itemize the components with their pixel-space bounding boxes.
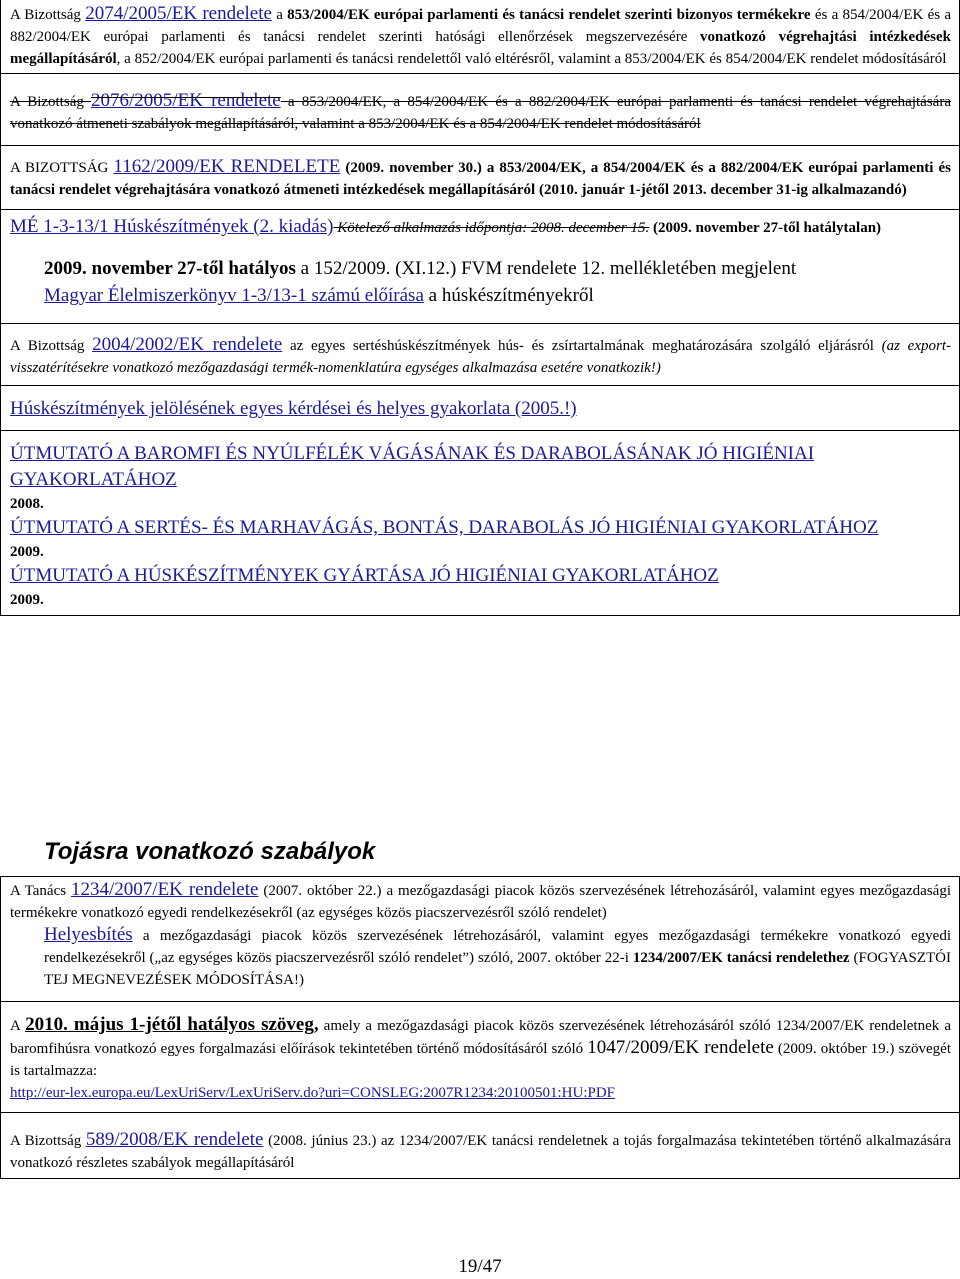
regulations-table-top — [0, 0, 960, 616]
link-me-1-3-13[interactable]: MÉ 1-3-13/1 Húskészítmények (2. kiadás) — [10, 216, 334, 237]
link-utmutato-baromfi[interactable]: ÚTMUTATÓ A BAROMFI ÉS NYÚLFÉLÉK VÁGÁSÁNAK ÉS DARABOLÁSÁNAK JÓ HIGIÉNIAI GYAKORLATÁHOZ — [10, 443, 815, 490]
entry-1162-2009: A BIZOTTSÁG 1162/2009/EK RENDELETE (2009. november 30.) a 853/2004/EK, a 854/2004/EK és a 882/2004/EK európai parlamenti és tanácsi rendelet végrehajtására vonatkozó átmeneti intézkedések megállapításáról (2010. január 1-jétől 2013. december 31-ig alkalmazandó) — [1, 145, 959, 209]
regulations-table-bottom — [0, 876, 960, 1179]
link-mek-1-3-13-1[interactable]: Magyar Élelmiszerkönyv 1-3/13-1 számú előírása — [44, 285, 424, 306]
link-1234-2007[interactable]: 1234/2007/EK rendelete — [71, 879, 259, 900]
link-eur-lex-url[interactable]: http://eur-lex.europa.eu/LexUriServ/LexUriServ.do?uri=CONSLEG:2007R1234:20100501:HU:PDF — [10, 1085, 616, 1101]
link-1162-2009[interactable]: 1162/2009/EK RENDELETE — [113, 156, 341, 177]
link-jeloles-gyakorlata[interactable]: Húskészítmények jelölésének egyes kérdései és helyes gyakorlata (2005.!) — [10, 398, 577, 419]
section-heading-eggs: Tojásra vonatkozó szabályok — [44, 838, 376, 865]
page-number: 19/47 — [458, 1256, 502, 1277]
link-2076-2005[interactable]: 2076/2005/EK rendelete — [91, 90, 281, 111]
entry-me-1-3-13: MÉ 1-3-13/1 Húskészítmények (2. kiadás) Kötelező alkalmazás időpontja: 2008. december 15. (2009. november 27-től hatálytalan) 2009. november 27-től hatályos a 152/2009. (XI.12.) FVM rendelete 12. mellékletében megjelent Magyar Élelmiszerkönyv 1-3/13-1 számú előírása a húskészítményekről — [1, 209, 959, 323]
entry-2076-2005: A Bizottság 2076/2005/EK rendelete a 853/2004/EK, a 854/2004/EK és a 882/2004/EK európai parlamenti és tanácsi rendelet végrehajtására vonatkozó átmeneti szabályok megállapításáról, valamint a 853/2004/EK és a 854/2004/EK rendelet módosításáról — [1, 73, 959, 145]
entry-2010-majus-szoveg: A 2010. május 1-jétől hatályos szöveg, amely a mezőgazdasági piacok közös szervezésének létrehozásáról szóló 1234/2007/EK rendeletnek a baromfihúsra vonatkozó egyes forgalmazási előírások tekintetében történő módosításáról szóló 1047/2009/EK rendelete (2009. október 19.) szövegét is tartalmazza: http://eur-lex.europa.eu/LexUriServ/LexUriServ.do?uri=CONSLEG:2007R1234:20100501:HU:PDF — [1, 1001, 959, 1112]
link-helyesbites[interactable]: Helyesbítés — [44, 924, 133, 945]
link-2074-2005[interactable]: 2074/2005/EK rendelete — [85, 3, 272, 24]
entry-2004-2002: A Bizottság 2004/2002/EK rendelete az egyes sertéshúskészítmények hús- és zsírtartalmának meghatározására szolgáló eljárásról (az export-visszatérítésekre vonatkozó mezőgazdasági termék-nomenklatúra egységes alkalmazása esetére vonatkozik!) — [1, 323, 959, 385]
link-utmutato-sertes[interactable]: ÚTMUTATÓ A SERTÉS- ÉS MARHAVÁGÁS, BONTÁS, DARABOLÁS JÓ HIGIÉNIAI GYAKORLATÁHOZ — [10, 517, 879, 538]
entry-589-2008: A Bizottság 589/2008/EK rendelete (2008. június 23.) az 1234/2007/EK tanácsi rendeletnek a tojás forgalmazása tekintetében történő alkalmazására vonatkozó részletes szabályok megállapításáról — [1, 1112, 959, 1178]
link-589-2008[interactable]: 589/2008/EK rendelete — [85, 1129, 264, 1150]
entry-huskeszitmenyek-jeloles — [1, 385, 959, 430]
entry-1234-2007: A Tanács 1234/2007/EK rendelete (2007. október 22.) a mezőgazdasági piacok közös szervezésének létrehozásáról, valamint egyes mezőgazdasági termékekre vonatkozó egyedi rendelkezésekről (az egységes közös piacszervezésről szóló rendelet) Helyesbítés a mezőgazdasági piacok közös szervezésének létrehozásáról, valamint egyes mezőgazdasági termékekre vonatkozó egyedi rendelkezésekről („az egységes közös piacszervezésről szóló rendelet”) szóló, 2007. október 22-i 1234/2007/EK tanácsi rendelethez (FOGYASZTÓI TEJ MEGNEVEZÉSEK MÓDOSÍTÁSA!) — [1, 876, 959, 1001]
link-2004-2002[interactable]: 2004/2002/EK rendelete — [92, 334, 283, 355]
entry-utmutatok: ÚTMUTATÓ A BAROMFI ÉS NYÚLFÉLÉK VÁGÁSÁNAK ÉS DARABOLÁSÁNAK JÓ HIGIÉNIAI GYAKORLATÁHOZ 2008. ÚTMUTATÓ A SERTÉS- ÉS MARHAVÁGÁS, BONTÁS, DARABOLÁS JÓ HIGIÉNIAI GYAKORLATÁHOZ 2009. ÚTMUTATÓ A HÚSKÉSZÍTMÉNYEK GYÁRTÁSA JÓ HIGIÉNIAI GYAKORLATÁHOZ 2009. — [1, 430, 959, 615]
link-utmutato-huskeszitmenyek[interactable]: ÚTMUTATÓ A HÚSKÉSZÍTMÉNYEK GYÁRTÁSA JÓ HIGIÉNIAI GYAKORLATÁHOZ — [10, 565, 719, 586]
entry-2074-2005: A Bizottság 2074/2005/EK rendelete a 853/2004/EK európai parlamenti és tanácsi rendelet szerinti bizonyos termékekre és a 854/2004/EK és a 882/2004/EK európai parlamenti és tanácsi rendelet szerinti hatósági ellenőrzések megszervezésére vonatkozó végrehajtási intézkedések megállapításáról, a 852/2004/EK európai parlamenti és tanácsi rendelettől való eltérésről, valamint a 853/2004/EK és 854/2004/EK rendelet módosításáról — [10, 3, 951, 67]
